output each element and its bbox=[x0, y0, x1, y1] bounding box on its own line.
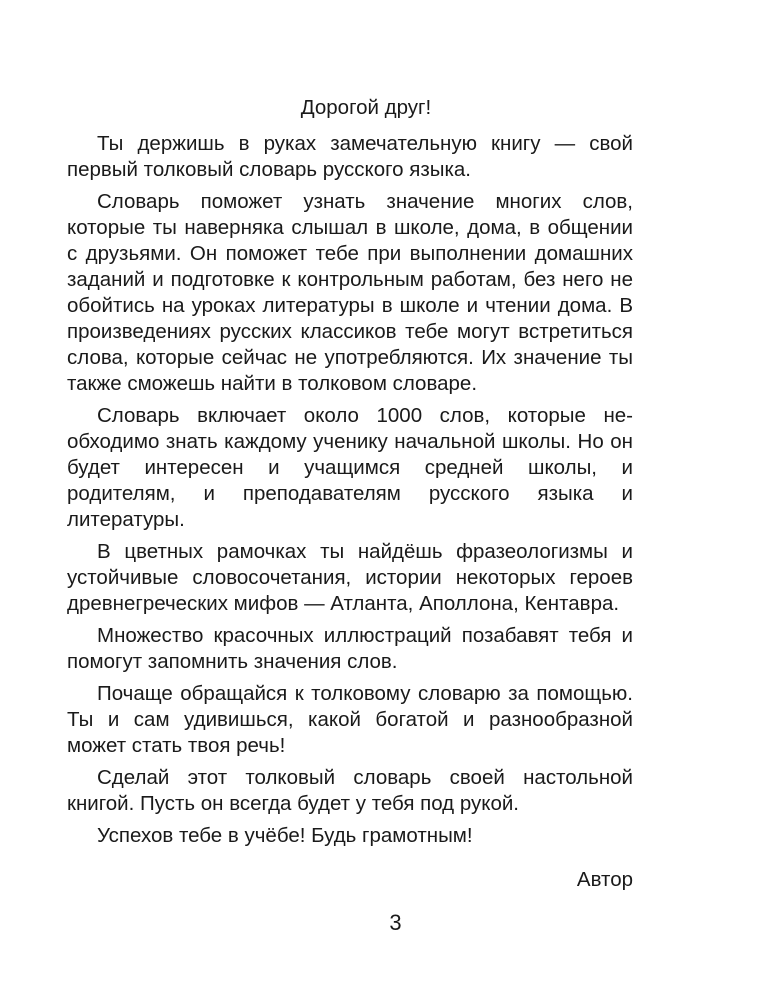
paragraph-frames: В цветных рамочках ты найдёшь фразеологизмы и устойчивые словосочетания, истории некоторых героев древнегреческих мифов — Атланта, Аполлона, Кентавра. bbox=[67, 540, 633, 615]
paragraph-illustrations: Множество красочных иллюстраций позабавят тебя и помогут запомнить значения слов. bbox=[67, 624, 633, 673]
paragraph-desk-book: Сделай этот толковый словарь своей настольной книгой. Пусть он всегда будет у тебя под рукой. bbox=[67, 766, 633, 815]
page-title: Дорогой друг! bbox=[300, 96, 432, 119]
document-body bbox=[67, 95, 633, 893]
paragraph-usage: Словарь поможет узнать значение многих слов, которые ты наверняка слышал в школе, дома, в общении с друзьями. Он поможет тебе при выполнении домашних заданий и подготовке к контрольным работам, без него не обойтись на уроках литературы в школе и чтении дома. В произведениях русских классиков тебе могут встретиться слова, которые сейчас не употребляются. Их значение ты также сможешь найти в толковом словаре. bbox=[67, 190, 633, 395]
page-number: 3 bbox=[389, 910, 402, 935]
paragraph-advice: Почаще обращайся к толковому словарю за помощью. Ты и сам удивишься, какой богатой и разнообразной может стать твоя речь! bbox=[67, 682, 633, 757]
paragraph-intro: Ты держишь в руках замечательную книгу — свой первый толковый словарь русского языка. bbox=[67, 132, 633, 181]
paragraph-contents: Словарь включает около 1000 слов, которые необходимо знать каждому ученику начальной школы. Но он будет интересен и учащимся средней школы, и родителям, и преподавателям русского языка и литературы. bbox=[67, 404, 633, 531]
author-signature: Автор bbox=[576, 868, 633, 891]
paragraph-wishes: Успехов тебе в учёбе! Будь грамотным! bbox=[97, 824, 473, 847]
